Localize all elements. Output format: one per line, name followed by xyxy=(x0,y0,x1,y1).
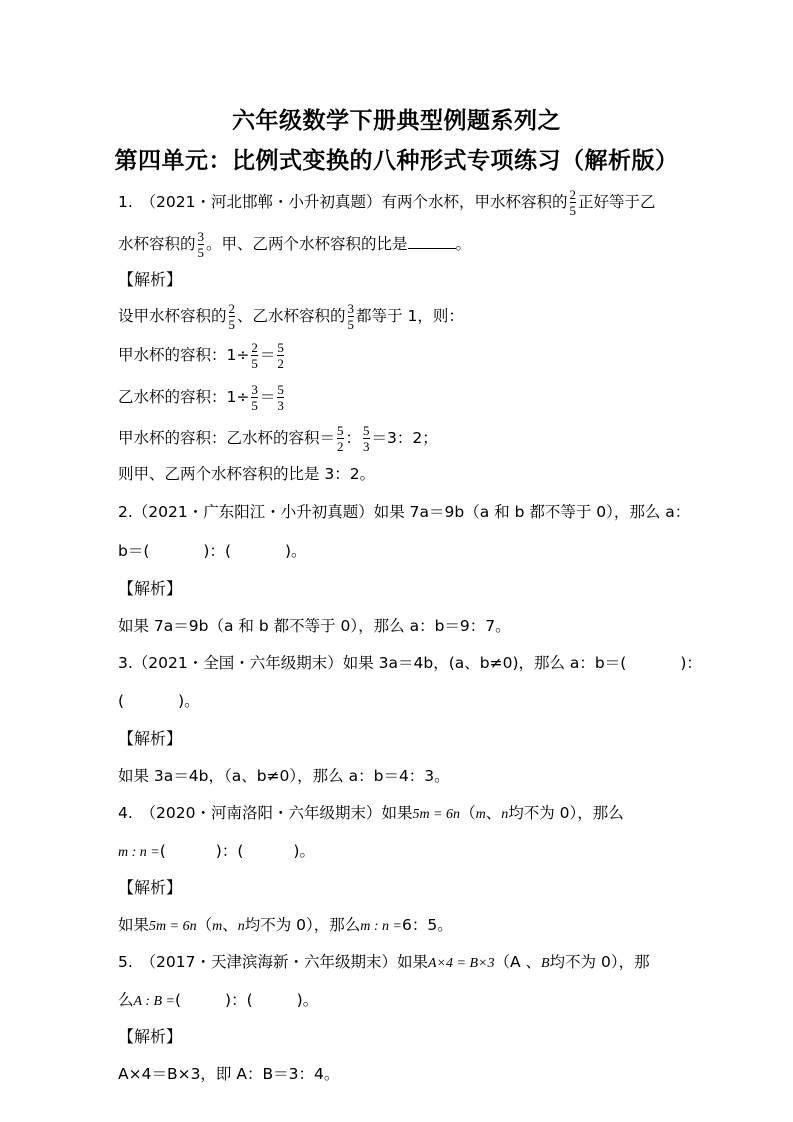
answer-2: 如果 7a＝9b（a 和 b 都不等于 0），那么 a：b＝9：7。 xyxy=(118,617,511,635)
equation: A×4 = B×3 xyxy=(428,956,495,971)
answer-3: 如果 3a＝4b，（a、b≠0），那么 a：b＝4：3。 xyxy=(118,767,450,785)
answer-4: 如果5m = 6n（m、n均不为 0），那么m : n =6：5。 xyxy=(118,916,453,934)
fraction: $\frac{5}{3}$ xyxy=(277,382,284,413)
fraction: $\frac{5}{3}$ xyxy=(363,423,370,454)
question-1-line-1: 1. （2021・河北邯郸・小升初真题）有两个水杯，甲水杯容积的 $\frac{2}{5}$ 正好等于乙 xyxy=(118,187,656,218)
question-4-line-2: m : n =( )：( )。 xyxy=(118,842,315,860)
answer-1-line-1: 设甲水杯容积的 $\frac{2}{5}$ 、乙水杯容积的 $\frac{3}{5}$ 都等于 1，则： xyxy=(118,301,464,332)
question-2-line-1: 2.（2021・广东阳江・小升初真题）如果 7a＝9b（a 和 b 都不等于 0），那么 a： xyxy=(118,503,691,521)
page-subtitle: 第四单元：比例式变换的八种形式专项练习（解析版） xyxy=(114,148,679,174)
analysis-label: 【解析】 xyxy=(118,1027,183,1046)
fraction: $\frac{5}{2}$ xyxy=(337,423,344,454)
answer-1-line-4: 甲水杯的容积：乙水杯的容积＝ $\frac{5}{2}$ ： $\frac{5}{3}$ ＝3：2； xyxy=(118,423,438,454)
answer-blank[interactable] xyxy=(408,234,456,249)
question-5-line-1: 5. （2017・天津滨海新・六年级期末）如果A×4 = B×3（A 、B均不为 0），那 xyxy=(118,953,650,971)
analysis-label: 【解析】 xyxy=(118,729,183,748)
answer-1-line-2: 甲水杯的容积：1÷ $\frac{2}{5}$ ＝ $\frac{5}{2}$ xyxy=(118,340,284,371)
fraction: $\frac{2}{5}$ xyxy=(569,187,576,218)
analysis-label: 【解析】 xyxy=(118,270,183,289)
page-title: 六年级数学下册典型例题系列之 xyxy=(232,108,561,134)
question-1-line-2: 水杯容积的 $\frac{3}{5}$ 。甲、乙两个水杯容积的比是 。 xyxy=(118,229,472,260)
answer-1-line-3: 乙水杯的容积：1÷ $\frac{3}{5}$ ＝ $\frac{5}{3}$ xyxy=(118,382,284,413)
fraction: $\frac{3}{5}$ xyxy=(251,382,258,413)
fraction: $\frac{3}{5}$ xyxy=(197,229,205,260)
analysis-label: 【解析】 xyxy=(118,579,183,598)
question-3-line-1: 3.（2021・全国・六年级期末）如果 3a＝4b，(a、b≠0)，那么 a：b＝( )： xyxy=(118,654,702,672)
answer-5: A×4＝B×3，即 A：B＝3：4。 xyxy=(118,1065,340,1083)
equation: 5m = 6n xyxy=(412,807,461,822)
analysis-label: 【解析】 xyxy=(118,878,183,897)
question-5-line-2: 么A : B =( )：( )。 xyxy=(118,991,319,1009)
fraction: $\frac{5}{2}$ xyxy=(277,340,284,371)
question-3-line-2: ( )。 xyxy=(118,692,200,710)
question-2-line-2: b＝( )：( )。 xyxy=(118,542,307,560)
answer-1-line-5: 则甲、乙两个水杯容积的比是 3：2。 xyxy=(118,465,376,483)
fraction: $\frac{3}{5}$ xyxy=(347,301,355,332)
fraction: $\frac{2}{5}$ xyxy=(251,340,258,371)
question-4-line-1: 4. （2020・河南洛阳・六年级期末）如果5m = 6n（m、n均不为 0），那么 xyxy=(118,804,624,822)
fraction: $\frac{2}{5}$ xyxy=(228,301,236,332)
